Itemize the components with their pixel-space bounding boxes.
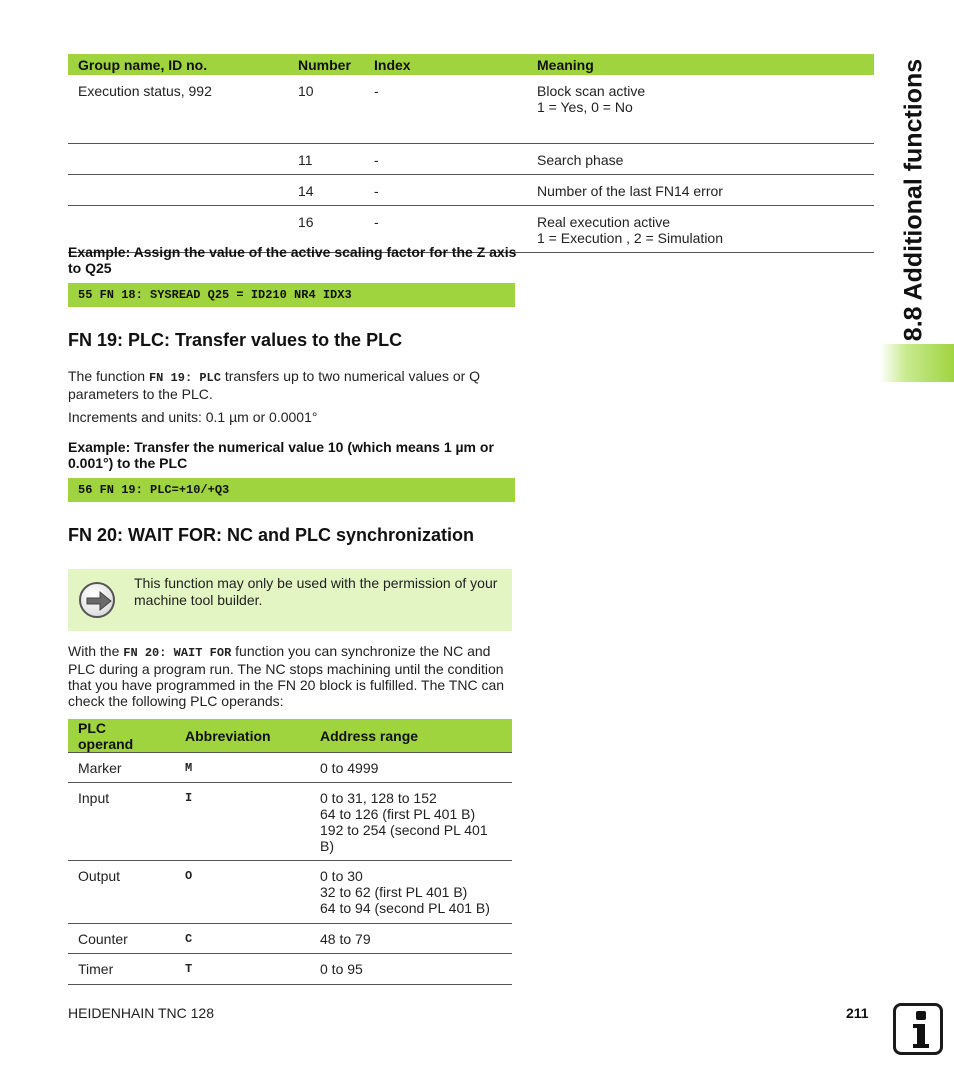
cell-operand: Counter [68,924,175,954]
section-heading-fn19: FN 19: PLC: Transfer values to the PLC [68,330,403,350]
chapter-side-title [884,50,944,350]
cell-abbreviation: O [175,861,310,924]
cell-group: Execution status, 992 [68,75,296,143]
cell-abbreviation: I [175,783,310,861]
chapter-title-text: 8.8 Additional functions [899,58,928,342]
arrow-right-icon [79,582,115,618]
info-icon-dot [916,1011,926,1020]
table-row [68,753,512,783]
range-line: 192 to 254 (second PL 401 B) [320,822,488,854]
text-span: transfers up to two numerical values or Q parameters to the PLC. [68,368,481,402]
range-line: 48 to 79 [320,931,371,947]
meaning-line: 1 = Execution , 2 = Simulation [537,229,723,246]
cell-range [310,861,512,924]
cell-range [310,783,512,861]
footer-product: HEIDENHAIN TNC 128 [68,1005,215,1021]
page-number: 211 [846,1005,869,1021]
cell-group [68,143,296,174]
range-line: 0 to 95 [320,961,363,977]
cell-operand: Output [68,861,175,924]
meaning-line: Block scan active [537,83,646,99]
cell-meaning [521,205,874,252]
cell-operand: Marker [68,753,175,783]
cell-index: - [374,75,521,143]
cell-meaning: Number of the last FN14 error [521,174,874,205]
system-data-table [68,54,874,253]
example-title: Example: Transfer the numerical value 10 (which means 1 µm or 0.001°) to the PLC [68,439,494,471]
paragraph [68,643,513,709]
table-row [68,783,512,861]
table-row [68,924,512,954]
cell-abbreviation: M [175,753,310,783]
cell-number: 16 [296,205,374,252]
table-row [68,861,512,924]
cell-index: - [374,205,521,252]
col-header-operand: PLC operand [68,719,175,753]
text-span: The function [68,368,149,384]
table-row [68,174,874,205]
code-block: 55 FN 18: SYSREAD Q25 = ID210 NR4 IDX3 [68,283,515,307]
cell-index: - [374,174,521,205]
info-icon-stem [911,1023,931,1048]
range-line: 0 to 31, 128 to 152 [320,790,437,806]
cell-index: - [374,143,521,174]
cell-number: 10 [296,75,374,143]
inline-code: FN 20: WAIT FOR [123,646,232,660]
col-header-address-range: Address range [310,719,512,753]
table-row [68,75,874,143]
meaning-line: Real execution active [537,213,671,230]
range-line: 64 to 126 (first PL 401 B) [320,806,476,822]
cell-range [310,753,512,783]
example-title: Example: Assign the value of the active scaling factor for the Z axis to Q25 [68,244,517,276]
code-block: 56 FN 19: PLC=+10/+Q3 [68,478,515,502]
paragraph [68,368,513,402]
cell-range [310,924,512,954]
col-header-group: Group name, ID no. [68,54,296,75]
chapter-tab-marker [880,344,954,382]
table-row [68,143,874,174]
range-line: 0 to 30 [320,868,363,884]
cell-abbreviation: C [175,924,310,954]
range-line: 0 to 4999 [320,760,379,776]
cell-operand: Timer [68,954,175,985]
inline-code: FN 19: PLC [148,371,221,385]
meaning-line: 1 = Yes, 0 = No [537,99,633,115]
cell-abbreviation: T [175,954,310,985]
cell-number: 11 [296,143,374,174]
note-box [68,569,512,631]
cell-number: 14 [296,174,374,205]
cell-meaning: Search phase [521,143,874,174]
col-header-abbreviation: Abbreviation [175,719,310,753]
note-text: This function may only be used with the permission of your machine tool builder. [134,575,498,608]
cell-operand: Input [68,783,175,861]
section-heading-fn20: FN 20: WAIT FOR: NC and PLC synchronization [68,525,475,545]
cell-range [310,954,512,985]
table-row [68,954,512,985]
range-line: 32 to 62 (first PL 401 B) [320,884,468,900]
paragraph: Increments and units: 0.1 µm or 0.0001° [68,409,318,425]
col-header-meaning: Meaning [521,54,874,75]
plc-operand-table [68,719,512,985]
info-icon[interactable] [893,1003,943,1055]
cell-meaning [521,75,874,143]
cell-group [68,174,296,205]
text-span: function you can synchronize the NC and PLC during a program run. The NC stops machining until the condition that you have programmed in the FN 20 block is fulfilled. The TNC can check the following PLC operands: [68,643,505,709]
col-header-number: Number [296,54,374,75]
range-line: 64 to 94 (second PL 401 B) [320,900,490,916]
col-header-index: Index [374,54,521,75]
text-span: With the [68,643,124,659]
